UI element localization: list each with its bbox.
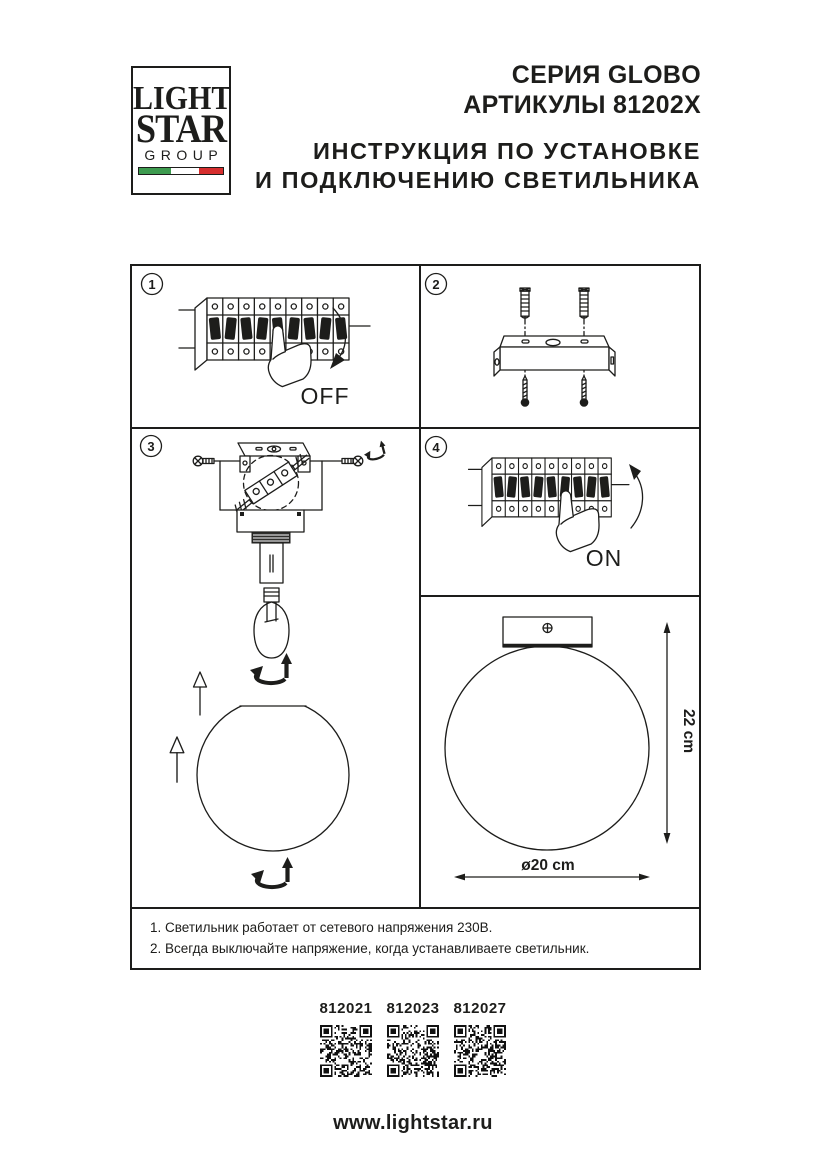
step-number-badge — [426, 274, 447, 295]
instruction-title-line1: ИНСТРУКЦИЯ ПО УСТАНОВКЕ — [313, 138, 701, 164]
lift-arrow-icon — [170, 737, 184, 782]
article-number: 812027 — [453, 1000, 507, 1017]
qr-item — [385, 1000, 441, 1077]
svg-text:3: 3 — [147, 438, 155, 454]
svg-text:4: 4 — [432, 439, 440, 455]
globe-rotation-arrow-icon — [251, 857, 293, 887]
series-title: СЕРИЯ GLOBO — [511, 61, 701, 89]
candle-bulb-icon — [254, 588, 289, 658]
lift-arrow-icon — [194, 672, 207, 715]
wall-anchor-icon — [579, 288, 589, 318]
logo-word-star: STAR — [135, 106, 227, 152]
canopy-icon — [237, 510, 304, 532]
note-line: 1. Светильник работает от сетевого напряжения 230В. — [150, 920, 493, 935]
logo-word-light: LIGHT — [133, 79, 232, 117]
height-dimension-label: 22 cm — [680, 709, 697, 753]
document-header — [255, 60, 701, 195]
height-dimension-line — [664, 622, 697, 844]
step-number-badge — [141, 436, 162, 457]
articles-title: АРТИКУЛЫ 81202X — [463, 91, 701, 119]
threaded-collar-icon — [252, 532, 290, 543]
step-number-badge — [426, 437, 447, 458]
panel-5-dimensions — [419, 595, 703, 907]
instruction-grid — [130, 264, 701, 970]
mounting-screw-icon — [521, 376, 530, 407]
website-url: www.lightstar.ru — [333, 1112, 493, 1134]
switch-up-arrow-icon — [629, 464, 643, 528]
lightstar-logo — [131, 66, 231, 195]
flag-green-segment — [139, 168, 171, 174]
fixture-front-view — [445, 617, 649, 850]
flag-red-segment — [199, 168, 223, 174]
instruction-title-line2: И ПОДКЛЮЧЕНИЮ СВЕТИЛЬНИКА — [254, 167, 701, 193]
svg-text:2: 2 — [432, 276, 440, 292]
lamp-socket-icon — [260, 543, 283, 583]
logo-word-group: GROUP — [144, 147, 224, 163]
panel-1-breaker-off — [132, 266, 419, 427]
glass-globe-icon — [197, 695, 349, 851]
on-label: ON — [585, 545, 623, 571]
diameter-dimension-label: ø20 cm — [521, 857, 575, 874]
diameter-dimension-line — [454, 857, 650, 880]
screw-rotation-arrow-icon — [362, 440, 389, 462]
wall-anchor-icon — [520, 288, 530, 318]
mounting-bracket-icon — [494, 336, 615, 376]
panel-2-bracket-anchors — [419, 266, 703, 427]
step-number-badge — [142, 274, 163, 295]
italian-flag-stripe — [138, 167, 224, 175]
qr-item — [452, 1000, 508, 1077]
panel-3-assembly — [132, 427, 419, 907]
svg-text:1: 1 — [148, 276, 156, 292]
off-label: OFF — [300, 383, 350, 409]
article-qr-codes — [0, 1000, 826, 1077]
qr-code-image — [320, 1025, 372, 1077]
circuit-breaker-icon — [468, 458, 628, 526]
article-number: 812021 — [319, 1000, 373, 1017]
panel-4-breaker-on — [419, 427, 703, 595]
canopy-screw-icon — [543, 624, 552, 633]
qr-code-image — [387, 1025, 439, 1077]
qr-code-image — [454, 1025, 506, 1077]
safety-notes — [132, 907, 703, 972]
note-line: 2. Всегда выключайте напряжение, когда устанавливаете светильник. — [150, 940, 590, 956]
flag-white-segment — [171, 168, 200, 174]
side-screw-icon — [193, 456, 214, 466]
qr-item — [318, 1000, 374, 1077]
side-screw-icon — [342, 456, 363, 466]
mounting-screw-icon — [580, 376, 589, 407]
article-number: 812023 — [386, 1000, 440, 1017]
